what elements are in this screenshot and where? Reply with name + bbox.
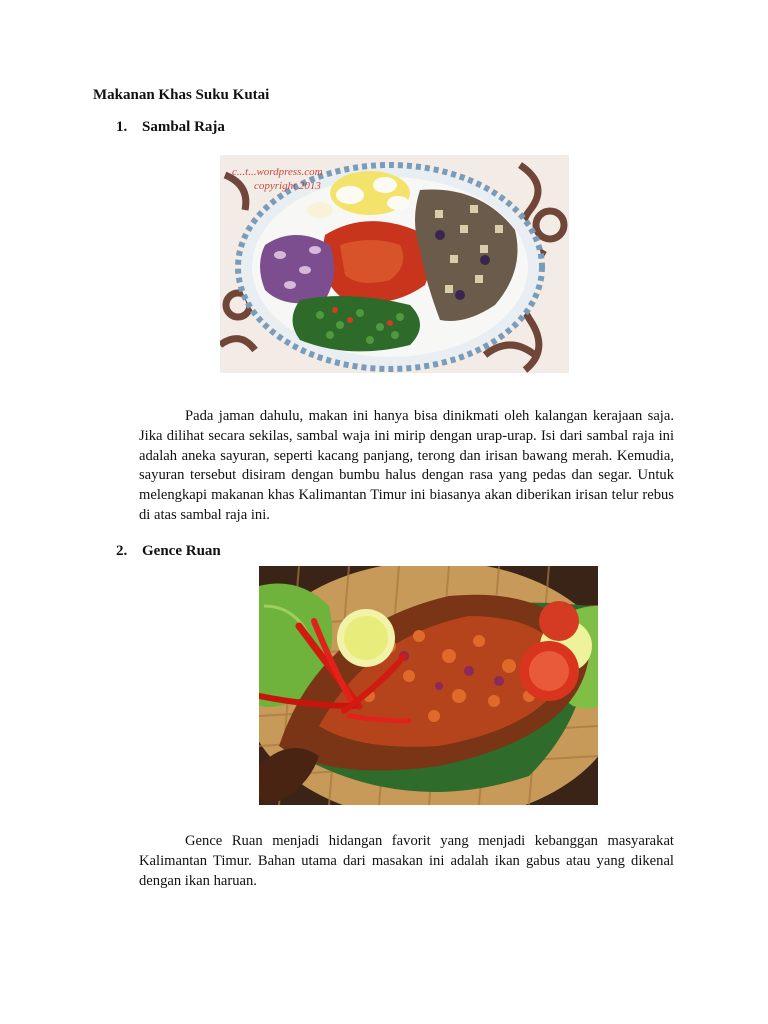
item-heading-label: Sambal Raja xyxy=(142,119,225,135)
paragraph-text: Gence Ruan menjadi hidangan favorit yang menjadi kebanggan masyarakat Kalimantan Timur. Bahan utama dari masakan ini adalah ikan gabus atau yang dikenal dengan ikan haruan. xyxy=(139,833,674,889)
paragraph-text: Pada jaman dahulu, makan ini hanya bisa dinikmati oleh kalangan kerajaan saja. Jika dilihat secara sekilas, sambal waja ini mirip dengan urap-urap. Isi dari sambal raja ini adalah aneka sayuran, seperti kacang panjang, terong dan irisan bawang merah. Kemudia, sayuran tersebut disiram dengan bumbu halus dengan rasa yang pedas dan segar. Untuk melengkapi makanan khas Kalimantan Timur ini biasanya akan diberikan irisan telur rebus di atas sambal raja ini. xyxy=(139,408,674,523)
item-heading-sambal-raja xyxy=(116,119,225,136)
sambal-raja-photo xyxy=(220,155,569,373)
item-number: 1. xyxy=(116,119,128,135)
item-number: 2. xyxy=(116,543,128,559)
watermark-site: c...t...wordpress.com xyxy=(232,166,323,178)
paragraph-sambal-raja xyxy=(139,407,674,526)
watermark-copyright: copyright 2013 xyxy=(254,180,321,192)
paragraph-gence-ruan xyxy=(139,832,674,891)
item-heading-label: Gence Ruan xyxy=(142,543,221,559)
document-title: Makanan Khas Suku Kutai xyxy=(93,87,270,103)
gence-ruan-photo xyxy=(259,566,598,805)
item-heading-gence-ruan xyxy=(116,543,221,560)
